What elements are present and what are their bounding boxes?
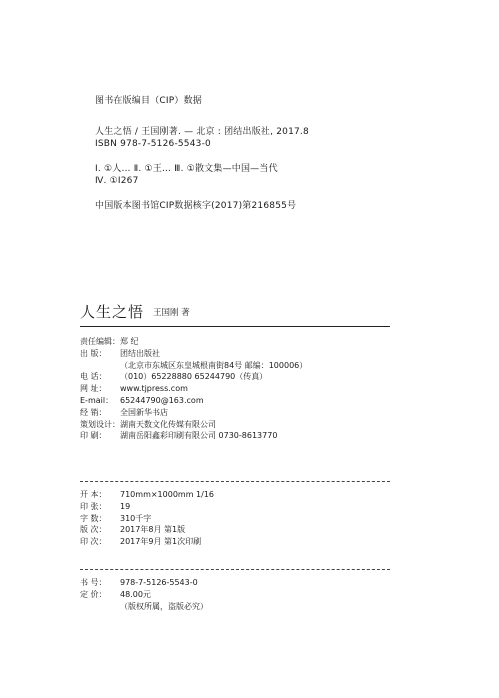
spec-label: 字 数： — [80, 513, 107, 523]
spec-value: 2017年9月 第1次印刷 — [120, 537, 202, 547]
cip-title-line: 人生之悟 / 王国刚著. — 北京 : 团结出版社, 2017.8 — [95, 127, 309, 137]
info-label: 责任编辑： — [80, 337, 120, 346]
info-label: 印 刷： — [80, 431, 107, 441]
info-label: 经 销： — [80, 407, 107, 417]
spec-info — [80, 489, 400, 548]
pricing-info — [80, 577, 400, 612]
cip-isbn-line: ISBN 978-7-5126-5543-0 — [95, 139, 211, 149]
info-row — [80, 430, 400, 442]
info-label: 网 址： — [80, 384, 107, 394]
info-label: 电 话： — [80, 372, 107, 382]
spec-row — [80, 536, 400, 548]
divider-dashed — [80, 569, 390, 570]
isbn-value: 978-7-5126-5543-0 — [120, 578, 198, 587]
info-row — [80, 348, 400, 360]
price-label: 书 号： — [80, 578, 107, 587]
spec-label: 印 次： — [80, 537, 107, 547]
title-rule — [80, 326, 390, 327]
info-label: 策划设计： — [80, 419, 120, 429]
info-row — [80, 336, 400, 348]
info-value: （010）65228880 65244790（传真） — [120, 372, 268, 382]
cip-record-number: 中国版本图书馆CIP数据核字(2017)第216855号 — [95, 201, 297, 211]
info-label — [80, 360, 120, 372]
info-label: E-mail： — [80, 395, 114, 405]
info-value: 郑 纪 — [120, 337, 139, 346]
info-value: 65244790@163.com — [120, 395, 204, 405]
price-row — [80, 577, 400, 589]
spec-value: 2017年8月 第1版 — [120, 525, 186, 535]
info-row — [80, 360, 400, 372]
spec-label: 版 次： — [80, 525, 107, 535]
cip-classification-line: Ⅰ. ①人… Ⅱ. ①王… Ⅲ. ①散文集—中国—当代 — [95, 164, 278, 174]
info-value: 团结出版社 — [120, 348, 160, 358]
spec-row — [80, 513, 400, 525]
info-row — [80, 383, 400, 395]
info-row — [80, 371, 400, 383]
spec-row — [80, 524, 400, 536]
info-row — [80, 407, 400, 419]
info-value: 湖南岳阳鑫彩印刷有限公司 0730-8613770 — [120, 431, 278, 441]
info-row — [80, 395, 400, 407]
price-row — [80, 601, 400, 613]
spec-value: 310千字 — [120, 513, 152, 523]
spec-row — [80, 489, 400, 501]
info-row — [80, 419, 400, 431]
price-row — [80, 589, 400, 601]
spec-value: 710mm×1000mm 1/16 — [120, 490, 215, 499]
copyright-notice: （版权所属，盗版必究） — [120, 601, 208, 611]
info-label: 出 版： — [80, 348, 107, 358]
cip-heading: 图书在版编目（CIP）数据 — [95, 96, 202, 106]
price-label: 定 价： — [80, 589, 107, 599]
spec-row — [80, 501, 400, 513]
book-title-row — [80, 303, 390, 323]
book-title: 人生之悟 — [80, 303, 145, 321]
spec-label: 开 本： — [80, 490, 107, 499]
info-value: www.tjpress.com — [120, 384, 188, 394]
info-value: （北京市东城区东皇城根南街84号 邮编：100006） — [120, 360, 308, 370]
spec-label: 印 张： — [80, 501, 107, 511]
cip-class-number-line: Ⅳ. ①I267 — [95, 176, 139, 186]
publishing-info — [80, 336, 400, 442]
cip-data-block — [95, 95, 425, 212]
price-value: 48.00元 — [120, 589, 151, 599]
price-label — [80, 601, 120, 613]
divider-dashed — [80, 481, 390, 482]
info-value: 湖南天数文化传媒有限公司 — [120, 419, 216, 429]
spec-value: 19 — [120, 501, 131, 511]
info-value: 全国新华书店 — [120, 407, 168, 417]
book-author: 王国刚 著 — [153, 308, 190, 318]
